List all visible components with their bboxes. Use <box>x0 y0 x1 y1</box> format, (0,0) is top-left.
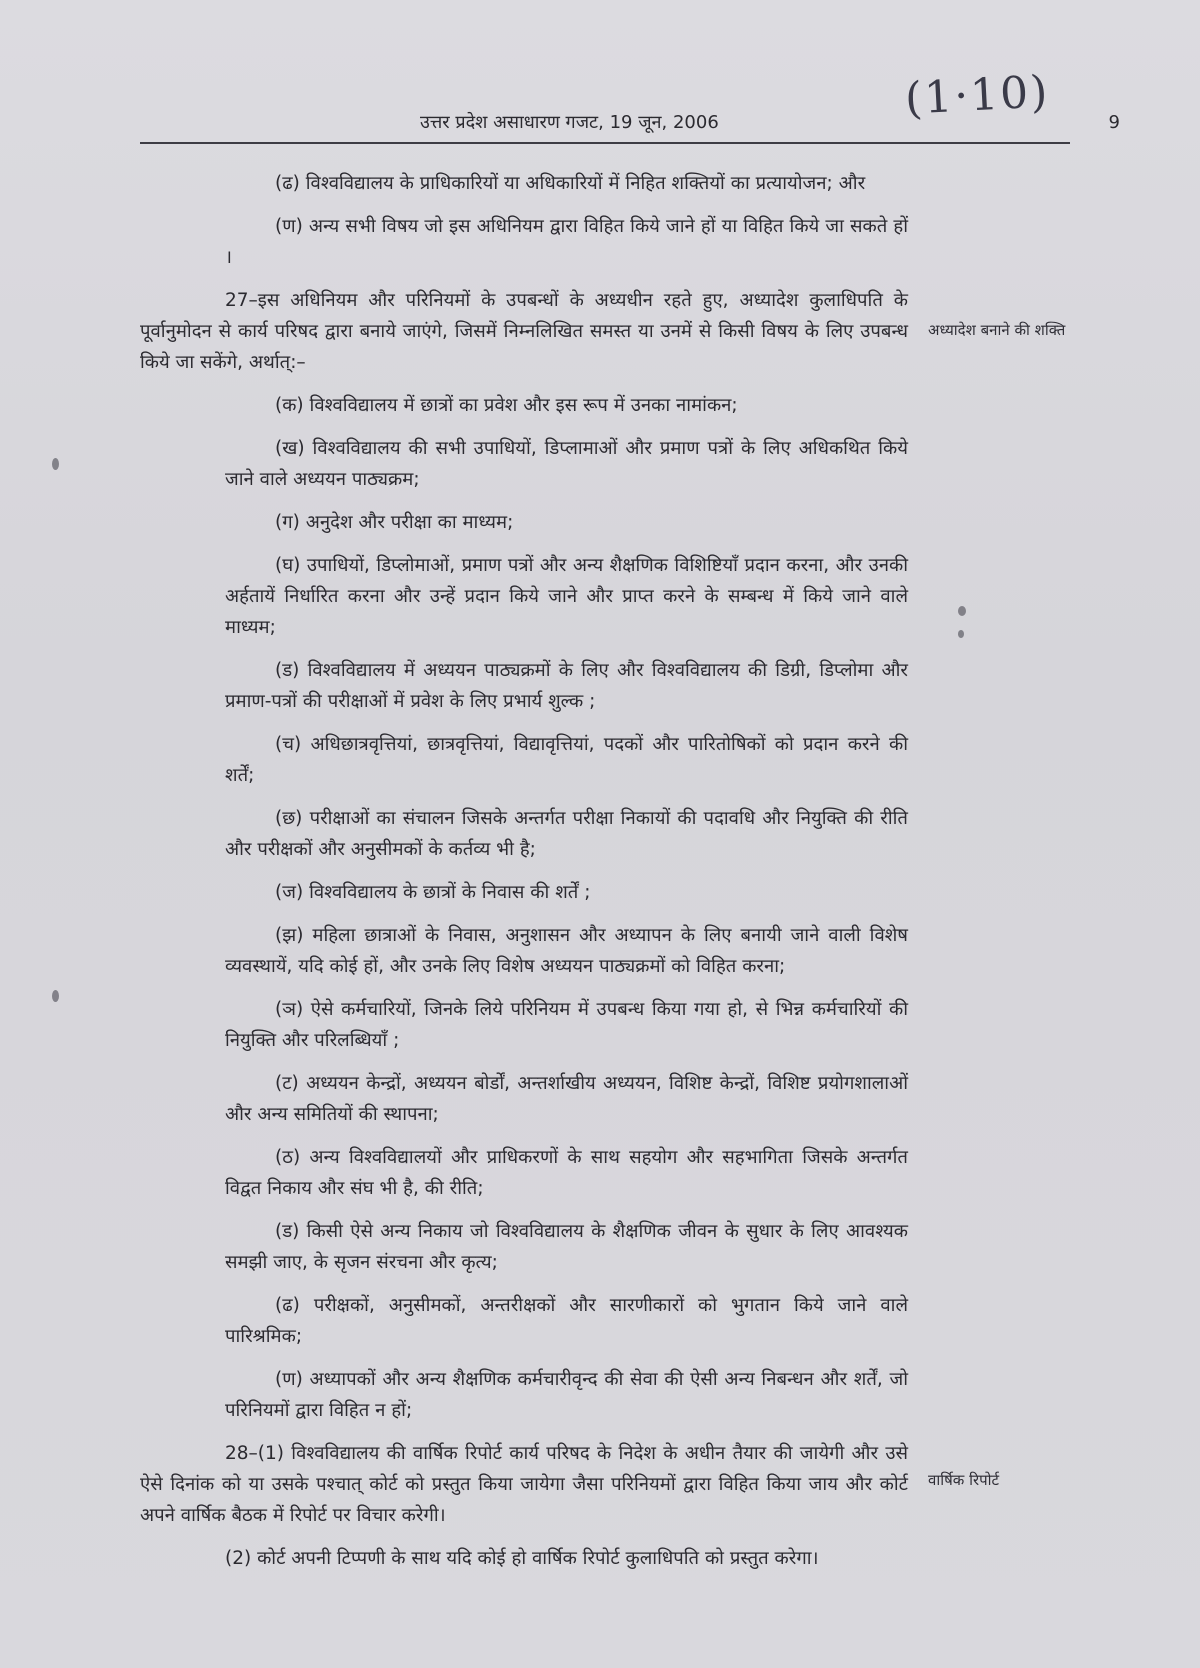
item-text: परीक्षकों, अनुसीमकों, अन्तरीक्षकों और सारणीकारों को भुगतान किये जाने वाले पारिश्रमिक; <box>225 1295 908 1347</box>
section-27-text: 27–इस अधिनियम और परिनियमों के उपबन्धों के अध्यधीन रहते हुए, अध्यादेश कुलाधिपति के पूर्वानुमोदन से कार्य परिषद द्वारा बनाये जाएंगे, जिसमें निम्नलिखित समस्त या उनमें से किसी विषय के लिए उपबन्ध किये जा सकेंगे, अर्थात्:– <box>140 290 908 373</box>
punch-mark <box>52 990 59 1002</box>
item-label: (छ) <box>275 808 303 829</box>
list-item <box>225 211 908 273</box>
item-text: विश्वविद्यालय के छात्रों के निवास की शर्तें ; <box>309 882 591 903</box>
item-text: महिला छात्राओं के निवास, अनुशासन और अध्यापन के लिए बनायी जाने वाली विशेष व्यवस्थायें, यदि कोई हों, और उनके लिए विशेष अध्ययन पाठ्यक्रमों को विहित करना; <box>225 925 908 977</box>
list-item <box>225 655 908 717</box>
margin-note-annual-report: वार्षिक रिपोर्ट <box>928 1471 1000 1489</box>
item-label: (ञ) <box>275 999 304 1020</box>
item-label: (ट) <box>275 1073 299 1094</box>
item-text: ऐसे कर्मचारियों, जिनके लिये परिनियम में उपबन्ध किया गया हो, से भिन्न कर्मचारियों की नियुक्ति और परिलब्धियाँ ; <box>225 999 908 1051</box>
list-item <box>225 729 908 791</box>
list-item <box>225 433 908 495</box>
item-label: (ठ) <box>275 1147 301 1168</box>
list-item <box>225 1142 908 1204</box>
item-label: (ज) <box>275 882 304 903</box>
item-text: उपाधियों, डिप्लोमाओं, प्रमाण पत्रों और अन्य शैक्षणिक विशिष्टियाँ प्रदान करना, और उनकी अर्हतायें निर्धारित करना और उन्हें प्रदान किये जाने और प्राप्त करने के सम्बन्ध में किये जाने वाले माध्यम; <box>225 555 908 638</box>
item-label: (ग) <box>275 512 300 533</box>
page-number: 9 <box>1108 112 1120 133</box>
list-item <box>225 877 908 908</box>
item-label: (ढ) <box>275 1295 300 1316</box>
list-item <box>225 550 908 643</box>
ink-spot <box>958 606 966 616</box>
list-item <box>225 1216 908 1278</box>
item-text: परीक्षाओं का संचालन जिसके अन्तर्गत परीक्षा निकायों की पदावधि और नियुक्ति की रीति और परीक्षकों और अनुसीमकों के कर्तव्य भी है; <box>225 808 908 860</box>
list-item <box>225 920 908 982</box>
list-item <box>225 803 908 865</box>
item-label: (च) <box>275 734 302 755</box>
list-item <box>225 168 908 199</box>
ink-spot <box>958 630 964 638</box>
item-label: (ख) <box>275 438 305 459</box>
section-28-para-1: 28–(1) विश्वविद्यालय की वार्षिक रिपोर्ट कार्य परिषद के निदेश के अधीन तैयार की जायेगी और उसे ऐसे दिनांक को या उसके पश्चात् कोर्ट को प्रस्तुत किया जायेगा जैसा परिनियमों द्वारा विहित किया जाय और कोर्ट अपने वार्षिक बैठक में रिपोर्ट पर विचार करेगी। <box>140 1443 908 1526</box>
item-text: अनुदेश और परीक्षा का माध्यम; <box>305 512 514 533</box>
margin-note-ordinance-power: अध्यादेश बनाने की शक्ति <box>928 321 1066 339</box>
document-body <box>140 168 908 1586</box>
list-item <box>225 1290 908 1352</box>
item-text: अधिछात्रवृत्तियां, छात्रवृत्तियां, विद्यावृत्तियां, पदकों और पारितोषिकों को प्रदान करने की शर्तें; <box>225 734 908 786</box>
item-label: (ण) <box>275 1369 303 1390</box>
item-text: अध्ययन केन्द्रों, अध्ययन बोर्डों, अन्तर्शाखीय अध्ययन, विशिष्ट केन्द्रों, विशिष्ट प्रयोगशालाओं और अन्य समितियों की स्थापना; <box>225 1073 909 1125</box>
handwritten-page-mark: (1·10) <box>903 66 1051 125</box>
item-label: (ड) <box>275 1221 300 1242</box>
item-text: विश्वविद्यालय में अध्ययन पाठ्यक्रमों के लिए और विश्वविद्यालय की डिग्री, डिप्लोमा और प्रमाण-पत्रों की परीक्षाओं में प्रवेश के लिए प्रभार्य शुल्क ; <box>225 660 909 712</box>
item-text: अन्य सभी विषय जो इस अधिनियम द्वारा विहित किये जाने हों या विहित किये जा सकते हों । <box>225 216 908 268</box>
item-text: अध्यापकों और अन्य शैक्षणिक कर्मचारीवृन्द की सेवा की ऐसी अन्य निबन्धन और शर्तें, जो परिनियमों द्वारा विहित न हों; <box>225 1369 908 1421</box>
item-text: किसी ऐसे अन्य निकाय जो विश्वविद्यालय के शैक्षणिक जीवन के सुधार के लिए आवश्यक समझी जाए, के सृजन संरचना और कृत्य; <box>225 1221 908 1273</box>
item-label: (ड) <box>275 660 300 681</box>
punch-mark <box>52 458 59 470</box>
item-text: विश्वविद्यालय के प्राधिकारियों या अधिकारियों में निहित शक्तियों का प्रत्यायोजन; और <box>305 173 866 194</box>
list-item <box>225 390 908 421</box>
list-item <box>225 1364 908 1426</box>
item-label: (ढ) <box>275 173 300 194</box>
list-item <box>225 1068 908 1130</box>
list-item <box>225 507 908 538</box>
list-item <box>225 994 908 1056</box>
item-label: (घ) <box>275 555 301 576</box>
header-title: उत्तर प्रदेश असाधारण गजट, 19 जून, 2006 <box>420 112 719 133</box>
page-header <box>140 108 1120 144</box>
item-text: विश्वविद्यालय की सभी उपाधियों, डिप्लामाओं और प्रमाण पत्रों के लिए अधिकथित किये जाने वाले अध्ययन पाठ्यक्रम; <box>225 438 908 490</box>
item-text: अन्य विश्वविद्यालयों और प्राधिकरणों के साथ सहयोग और सहभागिता जिसके अन्तर्गत विद्वत निकाय और संघ भी है, की रीति; <box>225 1147 908 1199</box>
item-text: विश्वविद्यालय में छात्रों का प्रवेश और इस रूप में उनका नामांकन; <box>309 395 738 416</box>
item-label: (ण) <box>275 216 303 237</box>
item-label: (क) <box>275 395 304 416</box>
section-28-para-2: (2) कोर्ट अपनी टिप्पणी के साथ यदि कोई हो वार्षिक रिपोर्ट कुलाधिपति को प्रस्तुत करेगा। <box>225 1548 819 1569</box>
item-label: (झ) <box>275 925 304 946</box>
